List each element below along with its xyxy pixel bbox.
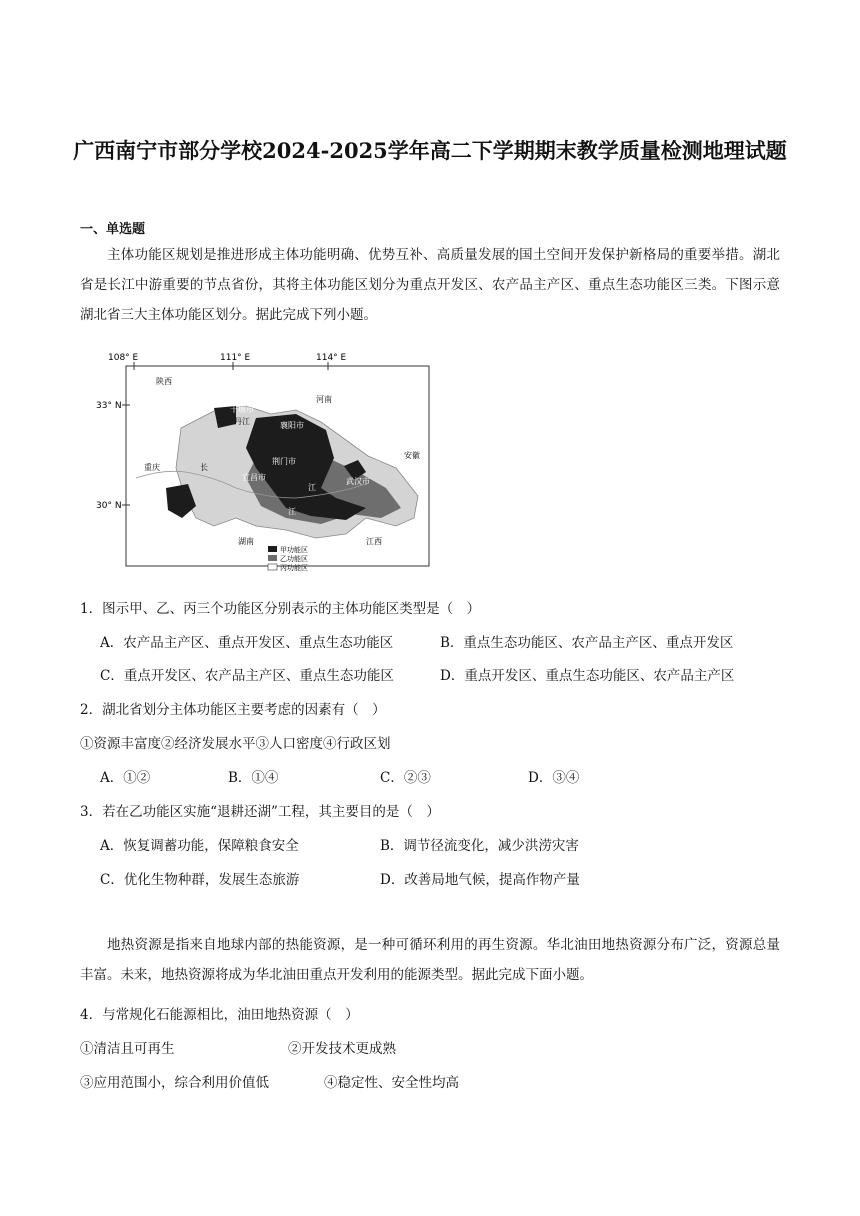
q1-stem: 1．图示甲、乙、丙三个功能区分别表示的主体功能区类型是（ ）: [80, 601, 481, 617]
q3-option-b[interactable]: B．调节径流变化，减少洪涝灾害: [380, 838, 579, 854]
label-hunan: 湖南: [238, 537, 254, 546]
intro-paragraph-2: 地热资源是指来自地球内部的热能资源，是一种可循环利用的再生资源。华北油田地热资源分布广泛，资源总量丰富。未来，地热资源将成为华北油田重点开发利用的能源类型。据此完成下面小题。: [80, 937, 780, 983]
intro-paragraph-1: 主体功能区规划是推进形成主体功能明确、优势互补、高质量发展的国土空间开发保护新格局的重要举措。湖北省是长江中游重要的节点省份，其将主体功能区划分为重点开发区、农产品主产区、重点生态功能区三类。下图示意湖北省三大主体功能区划分。据此完成下列小题。: [80, 247, 780, 323]
q4-item-1: ①清洁且可再生: [80, 1041, 175, 1057]
lat-label-30: 30° N: [96, 501, 122, 511]
q4-item-4: ④稳定性、安全性均高: [324, 1075, 459, 1091]
q1-option-c[interactable]: C．重点开发区、农产品主产区、重点生态功能区: [100, 668, 394, 684]
q2-stem: 2．湖北省划分主体功能区主要考虑的因素有（ ）: [80, 702, 386, 718]
q3-option-c[interactable]: C．优化生物种群，发展生态旅游: [100, 872, 300, 888]
label-yichang: 宜昌市: [242, 473, 266, 482]
lon-label-111: 111° E: [220, 353, 251, 363]
q3-stem: 3．若在乙功能区实施“退耕还湖”工程，其主要目的是（ ）: [80, 804, 440, 820]
label-danjiang: 丹江: [234, 417, 250, 426]
label-jiang-2: 江: [288, 507, 296, 516]
q4-item-2: ②开发技术更成熟: [288, 1041, 396, 1057]
legend-bing: 丙功能区: [280, 564, 308, 572]
label-henan: 河南: [316, 395, 332, 404]
label-wuhan: 武汉市: [346, 477, 370, 486]
page-title: 广西南宁市部分学校2024-2025学年高二下学期期末教学质量检测地理试题: [73, 138, 787, 163]
lat-label-33: 33° N: [96, 401, 122, 411]
q4-stem: 4．与常规化石能源相比，油田地热资源（ ）: [80, 1007, 359, 1023]
q2-option-a[interactable]: A．①②: [100, 770, 151, 786]
legend-jia: 甲功能区: [280, 546, 308, 554]
legend-yi: 乙功能区: [280, 555, 308, 563]
q3-option-a[interactable]: A．恢复调蓄功能，保障粮食安全: [100, 838, 299, 854]
q1-option-a[interactable]: A．农产品主产区、重点开发区、重点生态功能区: [100, 635, 394, 651]
label-shaanxi: 陕西: [156, 377, 172, 386]
label-jiang-1: 江: [308, 483, 316, 492]
q3-option-d[interactable]: D．改善局地气候，提高作物产量: [380, 872, 580, 888]
label-chongqing: 重庆: [144, 463, 160, 472]
q2-items: ①资源丰富度②经济发展水平③人口密度④行政区划: [80, 736, 391, 752]
q2-option-b[interactable]: B．①④: [228, 770, 279, 786]
label-anhui: 安徽: [404, 451, 420, 460]
lon-label-114: 114° E: [316, 353, 347, 363]
lon-label-108: 108° E: [108, 353, 139, 363]
label-xiangyang: 襄阳市: [280, 421, 304, 430]
label-jiangxi: 江西: [366, 537, 382, 546]
q2-option-c[interactable]: C．②③: [380, 770, 431, 786]
label-shiyan: 十堰市: [230, 405, 254, 414]
q1-option-b[interactable]: B．重点生态功能区、农产品主产区、重点开发区: [440, 635, 734, 651]
q2-option-d[interactable]: D．③④: [528, 770, 580, 786]
q1-option-d[interactable]: D．重点开发区、重点生态功能区、农产品主产区: [440, 668, 735, 684]
section-heading: 一、单选题: [80, 222, 146, 237]
label-jingmen: 荆门市: [272, 457, 296, 466]
label-chang: 长: [200, 463, 208, 472]
q4-item-3: ③应用范围小，综合利用价值低: [80, 1075, 269, 1091]
hubei-function-zone-map: [96, 348, 432, 578]
